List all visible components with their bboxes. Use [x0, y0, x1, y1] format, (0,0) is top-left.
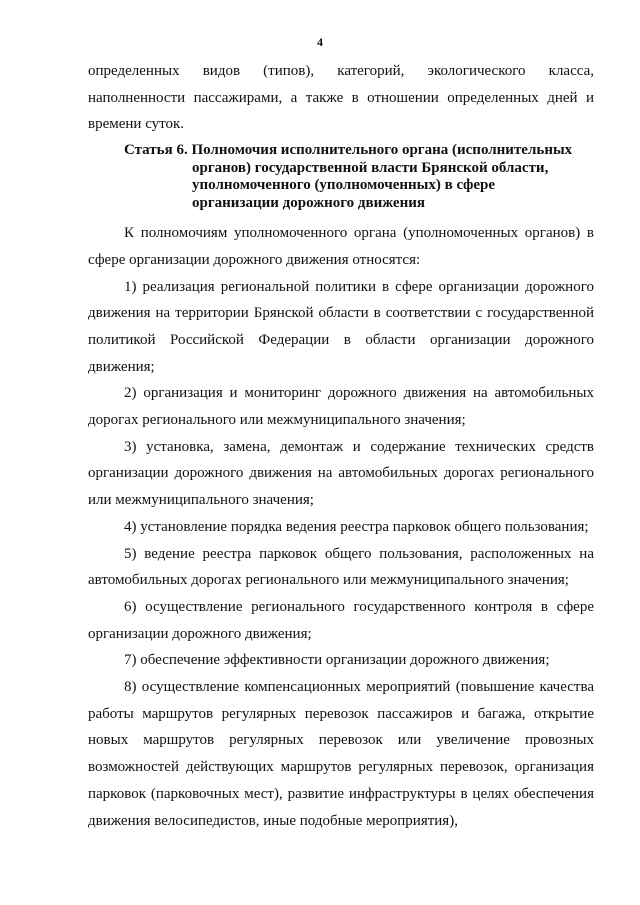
article-item: 8) осуществление компенсационных мероприятий (повышение качества работы маршрутов регулярных перевозок пассажиров и багажа, открытие новых маршрутов регулярных перевозок или увеличение провозных возможностей действующих маршрутов регулярных перевозок, организация парковок (парковочных мест), развитие инфраструктуры в целях обеспечения движения велосипедистов, иные подобные мероприятия),	[88, 679, 594, 829]
article-item: 4) установление порядка ведения реестра парковок общего пользования;	[124, 518, 589, 535]
article-heading	[88, 142, 594, 212]
article-item: 2) организация и мониторинг дорожного движения на автомобильных дорогах регионального или межмуниципального значения;	[88, 385, 594, 429]
article-lead-paragraph: К полномочиям уполномоченного органа (уполномоченных органов) в сфере организации дорожного движения относятся:	[88, 225, 594, 268]
page-number: 4	[317, 35, 323, 49]
article-heading-line: органов) государственной власти Брянской области,	[192, 159, 549, 176]
document-body	[88, 58, 594, 834]
article-item: 7) обеспечение эффективности организации дорожного движения;	[124, 652, 550, 669]
article-heading-line: уполномоченного (уполномоченных) в сфере	[192, 177, 495, 194]
article-item: 6) осуществление регионального государственного контроля в сфере организации дорожного движения;	[88, 598, 594, 642]
article-item: 5) ведение реестра парковок общего пользования, расположенных на автомобильных дорогах регионального или межмуниципального значения;	[88, 545, 594, 589]
article-heading-line: Статья 6. Полномочия исполнительного органа (исполнительных	[124, 142, 573, 159]
article-heading-line: организации дорожного движения	[192, 194, 425, 211]
article-item: 1) реализация региональной политики в сфере организации дорожного движения на территории Брянской области в соответствии с государственной политикой Российской Федерации в области организации дорожного движения;	[88, 278, 594, 375]
article-item: 3) установка, замена, демонтаж и содержание технических средств организации дорожного движения на автомобильных дорогах регионального или межмуниципального значения;	[88, 438, 594, 509]
intro-paragraph: определенных видов (типов), категорий, экологического класса, наполненности пассажирами, а также в отношении определенных дней и времени суток.	[88, 63, 594, 133]
